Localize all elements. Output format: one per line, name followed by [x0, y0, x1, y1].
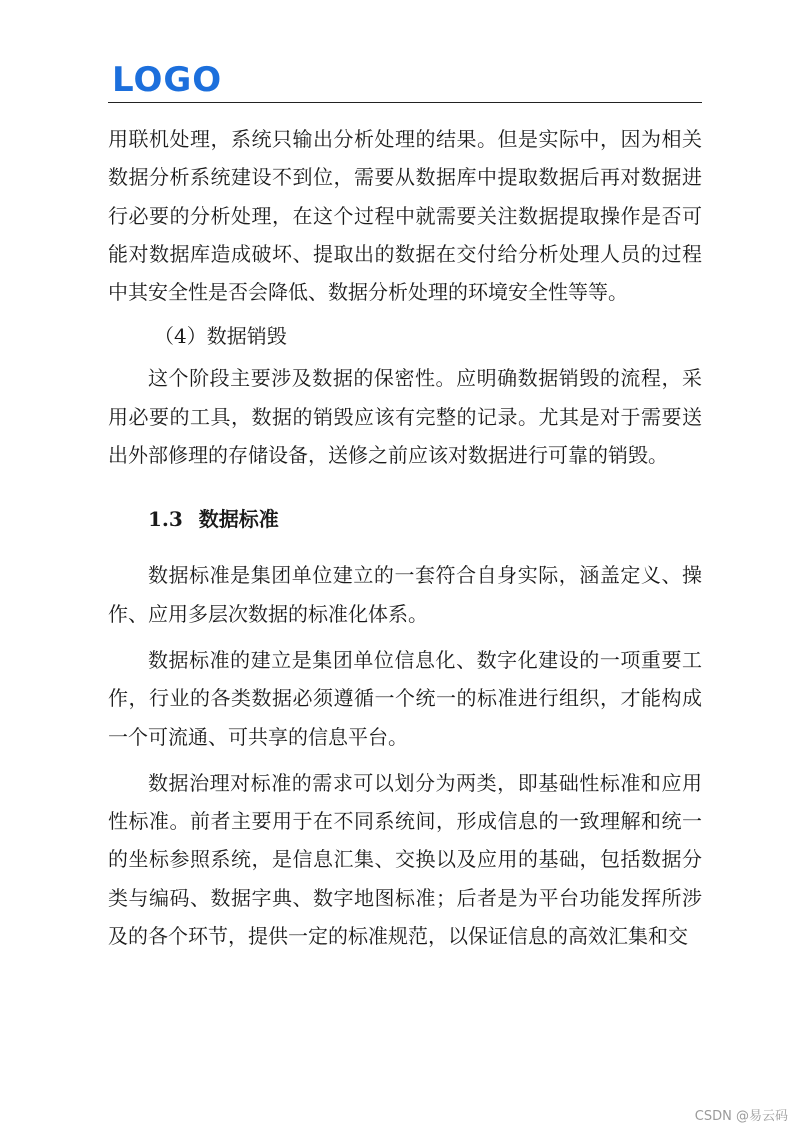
paragraph-data-destruction: 这个阶段主要涉及数据的保密性。应明确数据销毁的流程，采用必要的工具，数据的销毁应该有完整的记录。尤其是对于需要送出外部修理的存储设备，送修之前应该对数据进行可靠的销毁。	[108, 366, 702, 468]
paragraph-standard-importance: 数据标准的建立是集团单位信息化、数字化建设的一项重要工作，行业的各类数据必须遵循一个统一的标准进行组织，才能构成一个可流通、可共享的信息平台。	[108, 647, 702, 749]
logo: LOGO	[112, 60, 223, 100]
paragraph-standard-types: 数据治理对标准的需求可以划分为两类，即基础性标准和应用性标准。前者主要用于在不同系统间，形成信息的一致理解和统一的坐标参照系统，是信息汇集、交换以及应用的基础，包括数据分类与编码、数据字典、数字地图标准；后者是为平台功能发挥所涉及的各个环节，提供一定的标准规范，以保证信息的高效汇集和交	[108, 770, 702, 949]
section-number: 1.3	[148, 507, 183, 532]
paragraph-continuation: 用联机处理，系统只输出分析处理的结果。但是实际中，因为相关数据分析系统建设不到位，需要从数据库中提取数据后再对数据进行必要的分析处理，在这个过程中就需要关注数据提取操作是否可能对数据库造成破坏、提取出的数据在交付给分析处理人员的过程中其安全性是否会降低、数据分析处理的环境安全性等等。	[108, 127, 702, 305]
sub-heading-data-destruction: （4）数据销毁	[154, 324, 287, 349]
section-heading	[108, 500, 702, 538]
section-title: 数据标准	[198, 507, 279, 532]
document-body	[108, 120, 702, 955]
paragraph-standard-definition: 数据标准是集团单位建立的一套符合自身实际，涵盖定义、操作、应用多层次数据的标准化体系。	[108, 563, 702, 626]
watermark: CSDN @易云码	[694, 1109, 788, 1124]
page-header	[108, 58, 702, 103]
